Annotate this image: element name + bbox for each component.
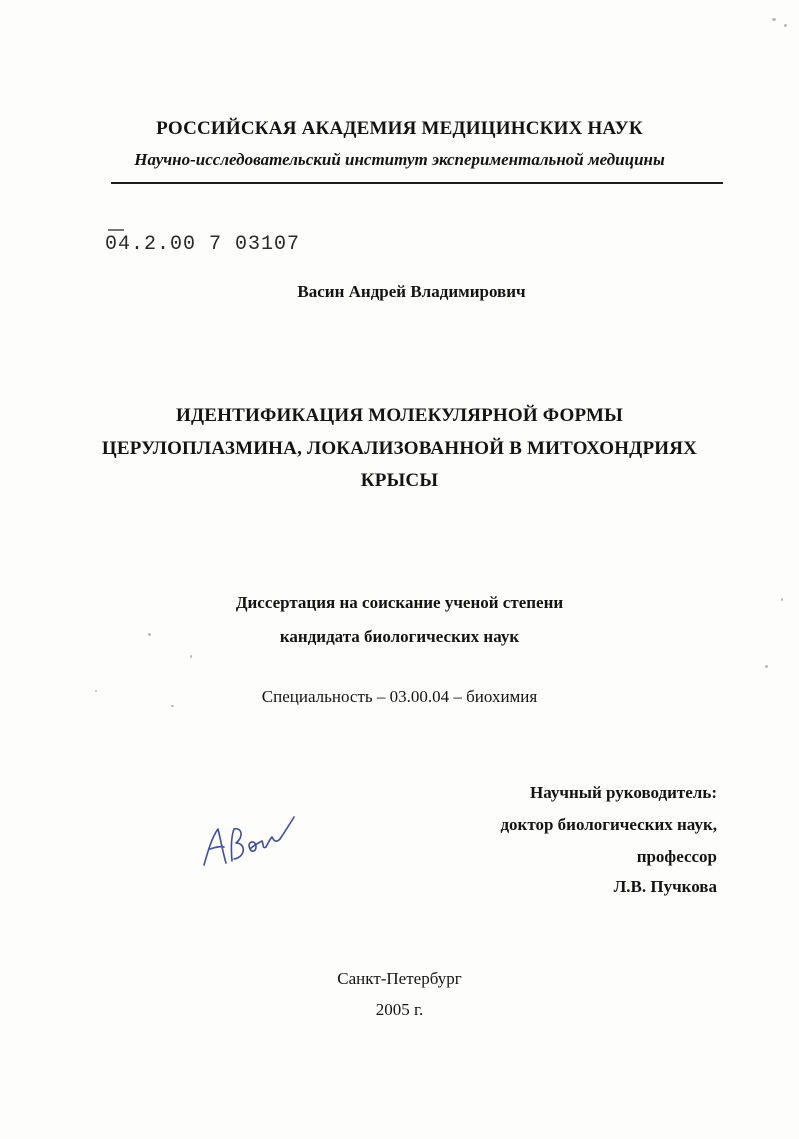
scan-speck xyxy=(772,18,776,21)
signature-stroke xyxy=(231,829,243,861)
handwritten-signature xyxy=(198,803,298,873)
institute-name: Научно-исследовательский институт экспериментальной медицины xyxy=(134,150,665,169)
thesis-title-line-2: ЦЕРУЛОПЛАЗМИНА, ЛОКАЛИЗОВАННОЙ В МИТОХОНДРИЯХ xyxy=(101,438,698,459)
scan-speck xyxy=(190,655,192,658)
author-name: Васин Андрей Владимирович xyxy=(297,282,526,301)
degree-line-1: Диссертация на соискание ученой степени xyxy=(235,593,564,612)
specialty: Специальность – 03.00.04 – биохимия xyxy=(261,687,538,706)
publication-year: 2005 г. xyxy=(375,1000,424,1019)
thesis-title-line-3: КРЫСЫ xyxy=(360,470,439,491)
thesis-title-line-1: ИДЕНТИФИКАЦИЯ МОЛЕКУЛЯРНОЙ ФОРМЫ xyxy=(176,405,623,426)
organization-heading: РОССИЙСКАЯ АКАДЕМИЯ МЕДИЦИНСКИХ НАУК xyxy=(156,118,643,139)
registry-stamp: 04.2.00 7 03107 xyxy=(105,233,301,256)
degree-line-2: кандидата биологических наук xyxy=(279,627,520,646)
stamp-mark xyxy=(108,229,124,231)
scan-speck xyxy=(765,665,768,668)
supervisor-rank: профессор xyxy=(636,847,717,866)
scan-speck xyxy=(784,24,787,27)
publication-city: Санкт-Петербург xyxy=(337,969,462,988)
header-divider xyxy=(111,182,723,184)
signature-stroke xyxy=(204,829,226,865)
supervisor-label: Научный руководитель: xyxy=(530,783,717,802)
supervisor-name: Л.В. Пучкова xyxy=(613,877,717,896)
supervisor-degree: доктор биологических наук, xyxy=(500,815,717,834)
signature-stroke xyxy=(249,817,294,851)
